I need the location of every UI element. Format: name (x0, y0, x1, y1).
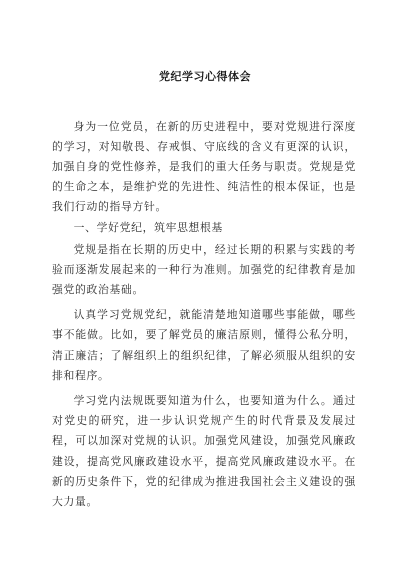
document-title: 党纪学习心得体会 (159, 70, 251, 83)
paragraph-history: 学习党内法规既要知道为什么，也要知道为什么。通过对党史的研究，进一步认识党规产生的时代背景及发展过程，可以加深对党规的认识。加强党风建设，加强党风廉政建设，提高党风廉政建设水平，提高党风廉政建设水平。在新的历史条件下，党的纪律成为推进我国社会主义建设的强大力量。 (52, 394, 356, 508)
paragraph-definition: 党规是指在长期的历史中，经过长期的积累与实践的考验而逐渐发展起来的一种行为准则。加强党的纪律教育是加强党的政治基础。 (52, 242, 356, 296)
section-heading: 一、学好党纪，筑牢思想根基 (73, 221, 224, 235)
paragraph-study: 认真学习党规党纪，就能清楚地知道哪些事能做，哪些事不能做。比如，要了解党员的廉洁原则，懂得公私分明，清正廉洁；了解组织上的组织纪律，了解必须服从组织的安排和程序。 (52, 308, 356, 382)
paragraph-intro: 身为一位党员，在新的历史进程中，要对党规进行深度的学习，对知敬畏、存戒惧、守底线的含义有更深的认识，加强自身的党性修养，是我们的重大任务与职责。党规是党的生命之本，是维护党的先进性、纯洁性的根本保证，也是我们行动的指导方针。 (52, 120, 356, 214)
document-body (52, 117, 356, 512)
